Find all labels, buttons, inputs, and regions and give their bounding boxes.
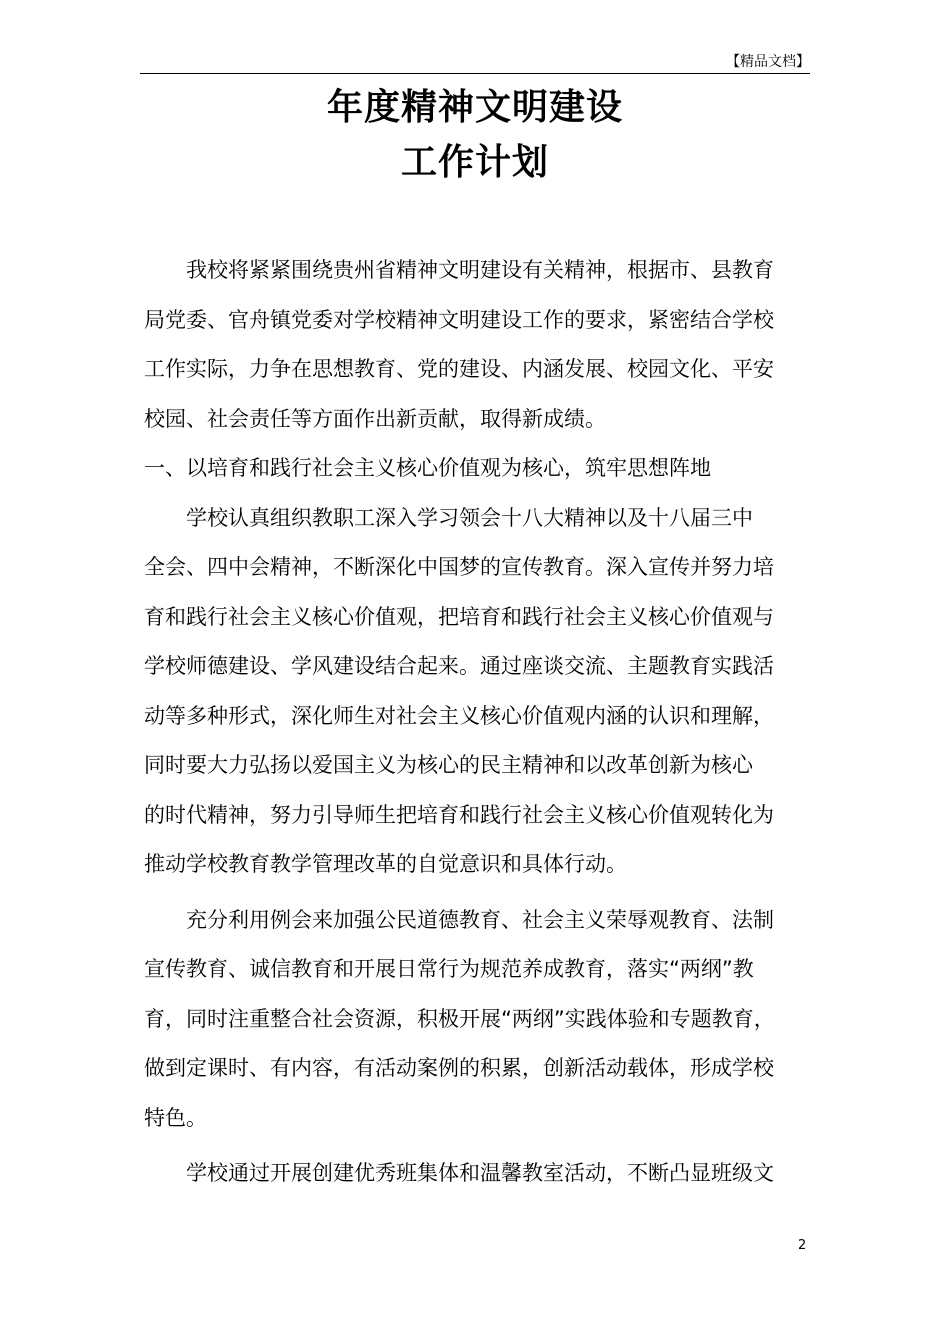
text-line: 校园、社会责任等方面作出新贡献，取得新成绩。 — [144, 406, 606, 431]
document-title-line1: 年度精神文明建设 — [326, 87, 623, 128]
text-line: 充分利用例会来加强公民道德教育、社会主义荣辱观教育、法制 — [186, 907, 774, 932]
section-heading: 一、以培育和践行社会主义核心价值观为核心，筑牢思想阵地 — [144, 456, 711, 480]
header-tag: 【精品文档】 — [726, 54, 810, 70]
text-line: 学校认真组织教职工深入学习领会十八大精神以及十八届三中 — [186, 505, 753, 530]
text-line: 工作实际，力争在思想教育、党的建设、内涵发展、校园文化、平安 — [144, 357, 774, 381]
text-line: 学校通过开展创建优秀班集体和温馨教室活动，不断凸显班级文 — [186, 1161, 774, 1185]
text-line: 特色。 — [144, 1105, 207, 1130]
document-body — [144, 246, 824, 1199]
text-line: 局党委、官舟镇党委对学校精神文明建设工作的要求，紧密结合学校 — [144, 307, 774, 332]
header-rule — [140, 73, 810, 74]
text-line: 育，同时注重整合社会资源，积极开展“两纲”实践体验和专题教育， — [144, 1006, 775, 1031]
text-line: 全会、四中会精神，不断深化中国梦的宣传教育。深入宣传并努力培 — [144, 555, 774, 579]
text-line: 推动学校教育教学管理改革的自觉意识和具体行动。 — [144, 852, 627, 876]
page-number: 2 — [798, 1238, 807, 1253]
document-title-line2: 工作计划 — [400, 142, 549, 183]
text-line: 的时代精神，努力引导师生把培育和践行社会主义核心价值观转化为 — [144, 802, 774, 827]
text-line: 做到定课时、有内容，有活动案例的积累，创新活动载体，形成学校 — [144, 1056, 774, 1080]
text-line: 育和践行社会主义核心价值观，把培育和践行社会主义核心价值观与 — [144, 604, 774, 629]
text-line: 学校师德建设、学风建设结合起来。通过座谈交流、主题教育实践活 — [144, 654, 774, 678]
text-line: 宣传教育、诚信教育和开展日常行为规范养成教育，落实“两纲”教 — [144, 957, 754, 981]
text-line: 我校将紧紧围绕贵州省精神文明建设有关精神，根据市、县教育 — [186, 258, 774, 282]
text-line: 同时要大力弘扬以爱国主义为核心的民主精神和以改革创新为核心 — [144, 753, 753, 777]
text-line: 动等多种形式，深化师生对社会主义核心价值观内涵的认识和理解， — [144, 703, 774, 728]
